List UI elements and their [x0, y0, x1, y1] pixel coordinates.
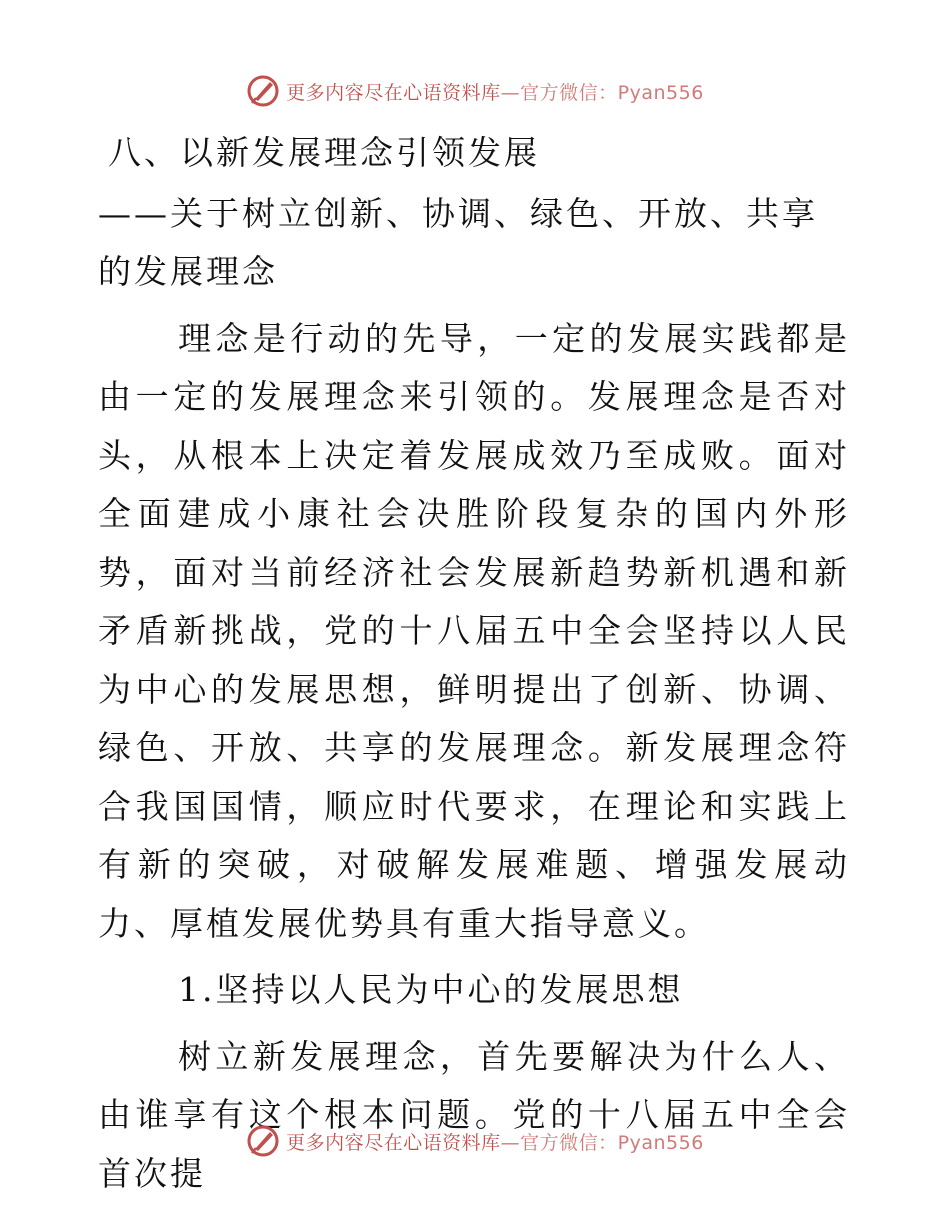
body-paragraph: 树立新发展理念，首先要解决为什么人、由谁享有这个根本问题。党的十八届五中全会首次提 [98, 1036, 850, 1193]
document-body [98, 124, 850, 1211]
watermark-contact: —官方微信：Pyan556 [500, 81, 704, 104]
chapter-heading: 八、以新发展理念引领发展 [108, 133, 540, 172]
footer-watermark [0, 1124, 950, 1158]
header-watermark [0, 74, 950, 108]
watermark-text: 更多内容尽在心语资料库 [286, 1131, 501, 1154]
chapter-subheading: ——关于树立创新、协调、绿色、开放、共享的发展理念 [98, 193, 818, 291]
watermark-contact: —官方微信：Pyan556 [500, 1131, 704, 1154]
quill-pen-circle-icon [246, 1124, 280, 1158]
body-paragraph: 理念是行动的先导，一定的发展实践都是由一定的发展理念来引领的。发展理念是否对头，从根本上决定着发展成效乃至成败。面对全面建成小康社会决胜阶段复杂的国内外形势，面对当前经济社会发展新趋势新机遇和新矛盾新挑战，党的十八届五中全会坚持以人民为中心的发展思想，鲜明提出了创新、协调、绿色、开放、共享的发展理念。新发展理念符合我国国情，顺应时代要求，在理论和实践上有新的突破，对破解发展难题、增强发展动力、厚植发展优势具有重大指导意义。 [98, 318, 850, 943]
section-heading: 1.坚持以人民为中心的发展思想 [178, 970, 684, 1009]
watermark-text: 更多内容尽在心语资料库 [286, 81, 501, 104]
quill-pen-circle-icon [246, 74, 280, 108]
